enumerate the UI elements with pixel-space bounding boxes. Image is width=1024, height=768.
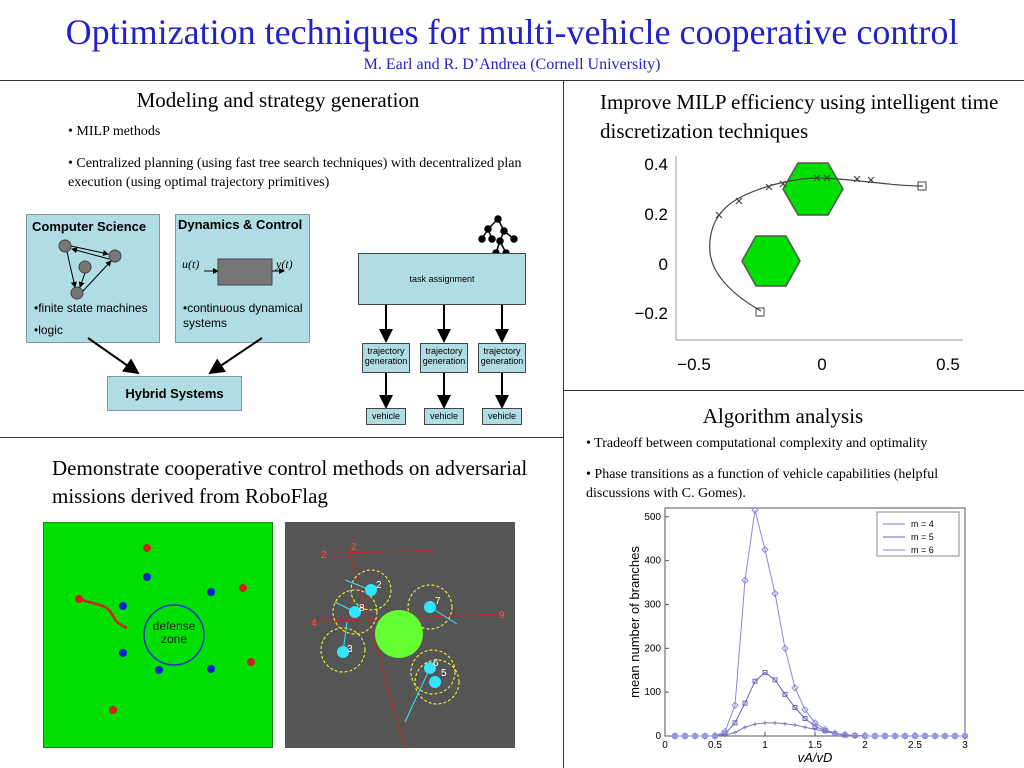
branches-chart (605, 500, 985, 765)
x-tick-label: 0.5 (708, 740, 722, 751)
svg-text:5: 5 (441, 668, 447, 679)
svg-text:8: 8 (359, 603, 365, 614)
dynamics-control-box (175, 214, 310, 343)
demo-heading: Demonstrate cooperative control methods on adversarial missions derived from RoboFlag (52, 456, 528, 508)
svg-text:4: 4 (311, 618, 317, 629)
modeling-bullet: • MILP methods (68, 124, 161, 139)
x-tick-label: 1 (762, 740, 768, 751)
milp-heading: Improve MILP efficiency using intelligent time discretization techniques (600, 90, 999, 143)
x-tick-label: 0 (662, 740, 668, 751)
defense-zone-label: zone (160, 632, 188, 646)
algorithm-bullet: • Tradeoff between computational complexity and optimality (586, 436, 928, 451)
svg-text:9: 9 (499, 610, 505, 621)
data-point (793, 723, 797, 727)
modeling-bullet: • Centralized planning (using fast tree search techniques) with decentralized plan execution (using optimal trajectory primitives) (68, 156, 522, 190)
trajectory-plot (618, 148, 1018, 380)
data-point (783, 722, 787, 726)
x-tick-label: 2.5 (908, 740, 922, 751)
task-assignment-label: task assignment (409, 274, 475, 284)
dc-input-label: u(t) (182, 257, 200, 271)
computer-science-box (26, 214, 160, 343)
left-divider (0, 437, 563, 438)
y-tick-label: 0 (655, 731, 661, 742)
roboflag-simulation (285, 522, 515, 748)
svg-text:6: 6 (433, 658, 439, 669)
svg-text:2: 2 (351, 542, 357, 553)
data-point (733, 730, 737, 734)
vehicle-box: vehicle (366, 408, 406, 425)
cs-item: •finite state machines (34, 301, 148, 315)
vehicle-box: vehicle (482, 408, 522, 425)
header-divider (0, 80, 1024, 81)
data-point (773, 721, 777, 725)
y-tick-label: 200 (644, 643, 661, 655)
svg-text:2: 2 (321, 550, 327, 561)
x-tick-label: 1.5 (808, 740, 822, 751)
obstacle-hexagon (783, 163, 843, 215)
cs-item: •logic (34, 323, 63, 337)
y-tick-label: 400 (644, 555, 661, 567)
svg-text:2: 2 (376, 580, 382, 591)
trajectory-generation-box: trajectory generation (420, 343, 468, 373)
legend-label: m = 6 (911, 545, 934, 555)
central-flag (375, 610, 423, 658)
y-tick-label: 500 (644, 511, 661, 523)
y-tick-label: 300 (644, 599, 661, 611)
modeling-heading: Modeling and strategy generation (136, 88, 420, 112)
x-tick-label: −0.5 (677, 355, 711, 374)
task-assignment-box (358, 253, 526, 305)
legend-label: m = 4 (911, 519, 934, 529)
y-tick-label: 0.4 (644, 155, 668, 174)
field-background (43, 522, 273, 748)
x-axis-label: vA/vD (797, 750, 833, 765)
legend-label: m = 5 (911, 532, 934, 542)
trajectory-generation-box: trajectory generation (362, 343, 410, 373)
x-tick-label: 2 (862, 740, 868, 751)
data-point (763, 721, 767, 725)
defense-zone-label: defense (152, 619, 196, 633)
y-tick-label: 0 (658, 255, 668, 274)
y-axis-label: mean number of branches (627, 546, 642, 698)
data-point (743, 725, 747, 729)
x-tick-label: 3 (962, 740, 968, 751)
data-point (753, 722, 757, 726)
vehicle-box: vehicle (424, 408, 464, 425)
svg-text:3: 3 (347, 644, 353, 655)
dc-item: •continuous dynamical systems (183, 301, 303, 330)
algorithm-heading: Algorithm analysis (702, 404, 864, 428)
y-tick-label: 0.2 (644, 205, 668, 224)
system-block-icon (176, 251, 309, 291)
x-tick-label: 0.5 (936, 355, 960, 374)
y-tick-label: −0.2 (634, 304, 668, 323)
state-machine-icon (27, 237, 159, 307)
obstacle-hexagon (742, 236, 800, 286)
hybrid-systems-box (107, 376, 242, 411)
cs-box-title: Computer Science (32, 219, 147, 234)
hybrid-arrows (0, 335, 320, 380)
data-point (803, 725, 807, 729)
roboflag-field (43, 522, 273, 748)
authors-line: M. Earl and R. D’Andrea (Cornell University) (363, 56, 661, 73)
dc-output-label: y(t) (276, 257, 293, 271)
hybrid-label: Hybrid Systems (125, 386, 224, 401)
dc-box-title: Dynamics & Control (178, 217, 303, 232)
page-title: Optimization techniques for multi-vehicle cooperative control (65, 12, 959, 52)
algorithm-bullet: • Phase transitions as a function of vehicle capabilities (helpful discussions with C. Gomes). (586, 467, 939, 501)
x-tick-label: 0 (817, 355, 827, 374)
y-tick-label: 100 (644, 687, 661, 699)
trajectory-generation-box: trajectory generation (478, 343, 526, 373)
right-divider (563, 390, 1024, 391)
svg-text:7: 7 (435, 596, 441, 607)
